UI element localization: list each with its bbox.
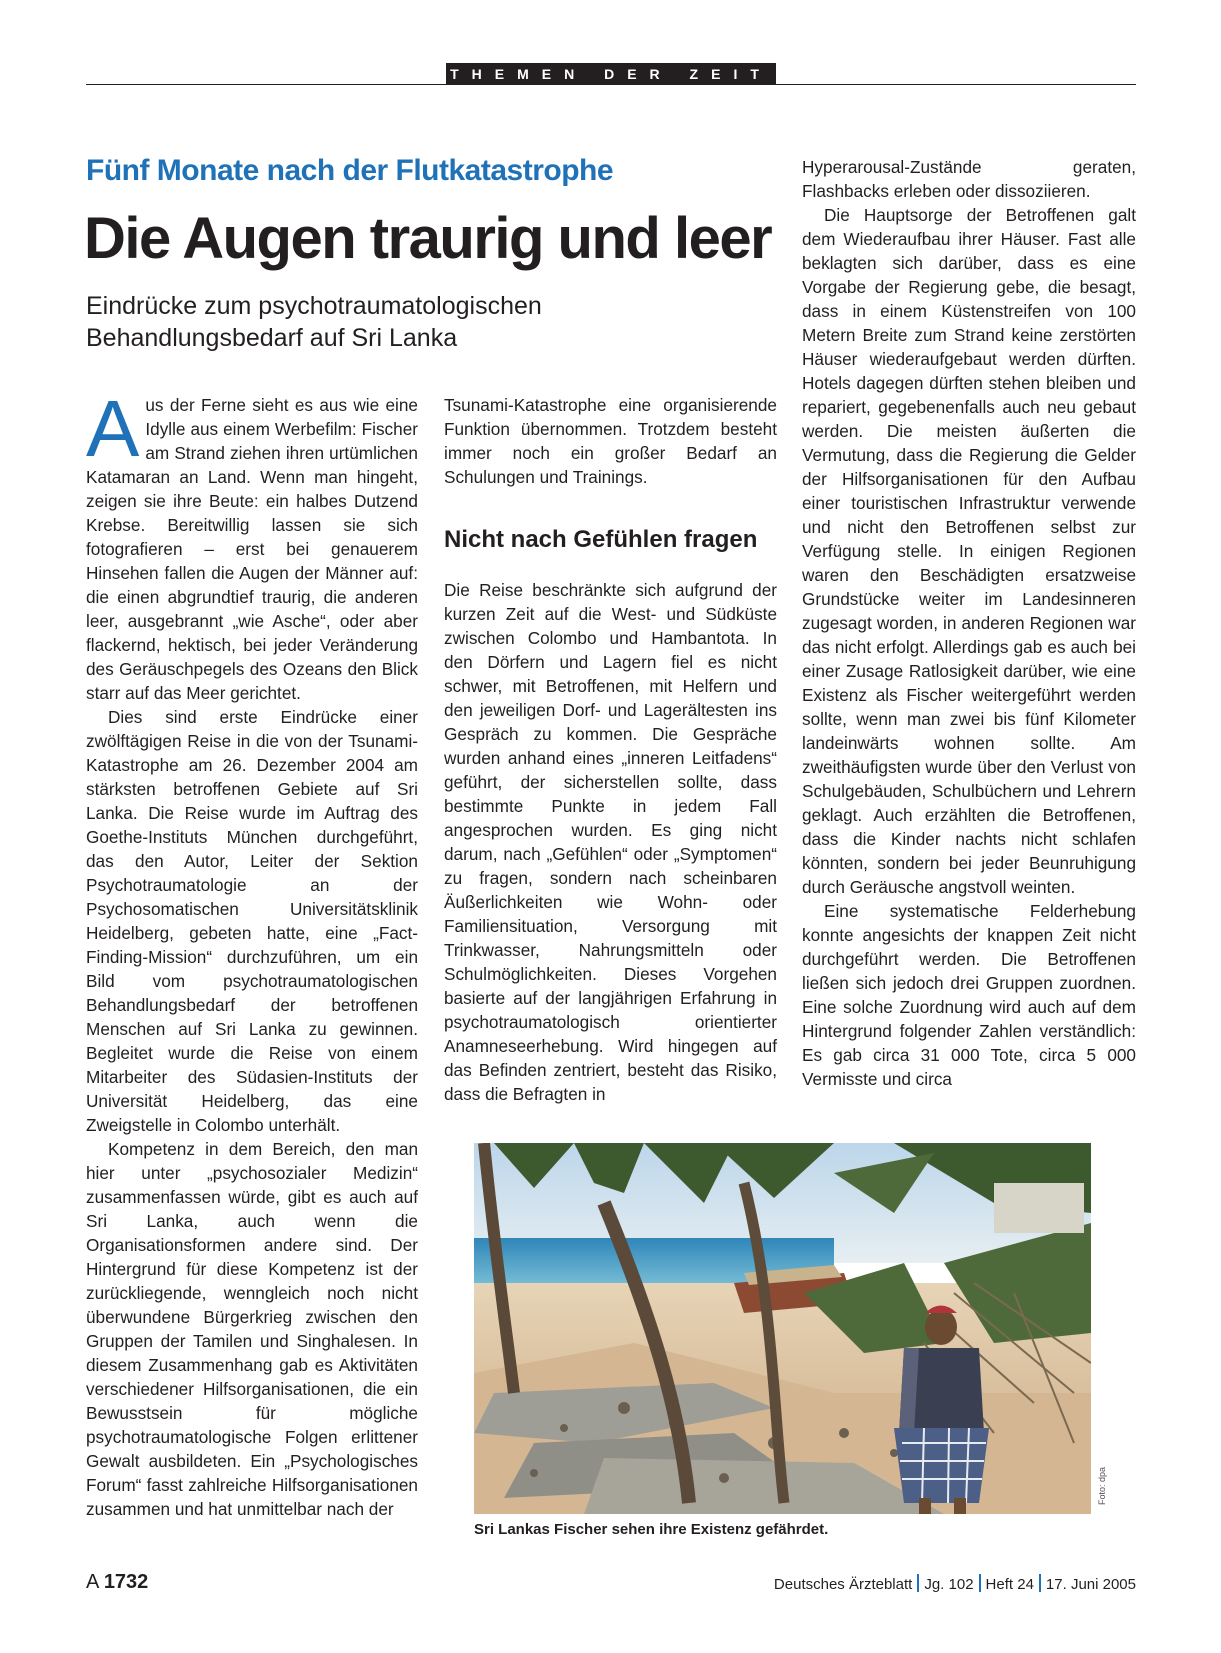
lead-paragraph — [86, 384, 418, 705]
journal-date: 17. Juni 2005 — [1045, 1576, 1136, 1593]
page-number — [86, 1571, 148, 1594]
article-headline: Die Augen traurig und leer — [84, 206, 772, 271]
body-paragraph: Tsunami-Katastrophe eine organisierende Funktion übernommen. Trotzdem besteht immer noch ein großer Bedarf an Schulungen und Trainings. — [444, 395, 777, 487]
article-subheadline: Eindrücke zum psychotraumatologischen Behandlungsbedarf auf Sri Lanka — [86, 292, 542, 352]
lead-text: us der Ferne sieht es aus wie eine Idylle aus einem Werbefilm: Fischer am Strand ziehen ihren urtümlichen Katamaran an Land. Wenn man hingeht, zeigen sie ihre Beute: ein halbes Dutzend Krebse. Bereitwillig lassen sie sich fotografieren – erst bei genauerem Hinsehen fallen die Augen der Männer auf: die einen abgrundtief traurig, die anderen leer, ausgebrannt „wie Asche“, oder aber flackernd, hektisch, bei jeder Veränderung des Geräuschpegels des Ozeans den Blick starr auf das Meer gerichtet. — [86, 395, 418, 703]
page-number-value: 1732 — [103, 1571, 149, 1593]
body-paragraph: Die Reise beschränkte sich aufgrund der kurzen Zeit auf die West- und Südküste zwischen Colombo und Hambantota. In den Dörfern und Lagern fiel es nicht schwer, mit Betroffenen, mit Helfern und den jeweiligen Dorf- und Lagerältesten ins Gespräch zu kommen. Die Gespräche wurden anhand eines „inneren Leitfadens“ geführt, der sicherstellen sollte, dass bestimmte Punkte in jedem Fall angesprochen wurden. Es ging nicht darum, nach „Gefühlen“ oder „Symptomen“ zu fragen, sondern nach scheinbaren Äußerlichkeiten wie Wohn- oder Familiensituation, Versorgung mit Trinkwasser, Nahrungsmitteln oder Schulmöglichkeiten. Dieses Vorgehen basierte auf der langjährigen Erfahrung in psychotraumatologisch orientierter Anamneseerhebung. Wird hingegen auf das Befinden zentriert, besteht das Risiko, dass die Befragten in — [444, 580, 777, 1104]
journal-volume: Jg. 102 — [924, 1576, 974, 1593]
body-paragraph: Kompetenz in dem Bereich, den man hier unter „psychosozialer Medizin“ zusammenfassen würde, gibt es auch auf Sri Lanka, auch wenn die Organisationsformen andere sind. Der Hintergrund für diese Kompetenz ist der zurückliegende, wenngleich noch nicht überwundene Bürgerkrieg zwischen den Gruppen der Tamilen und Singhalesen. In diesem Zusammenhang gab es Aktivitäten verschiedener Hilfsorganisationen, die ein Bewusstsein für mögliche psychotraumatologische Folgen erlittener Gewalt ausbildeten. Ein „Psychologisches Forum“ fasst zahlreiche Hilfsorganisationen zusammen und hat unmittelbar nach der — [86, 1139, 418, 1519]
article-photo — [474, 1143, 1091, 1514]
journal-issue: Heft 24 — [985, 1576, 1034, 1593]
footer-separator — [979, 1574, 981, 1592]
footer-separator — [1039, 1574, 1041, 1592]
beach-scene-image — [474, 1143, 1091, 1514]
article-overline: Fünf Monate nach der Flutkatastrophe — [86, 154, 614, 187]
body-paragraph: Hyperarousal-Zustände geraten, Flashbacks erleben oder dissoziieren. — [802, 157, 1136, 201]
body-paragraph: Eine systematische Felderhebung konnte angesichts der knappen Zeit nicht durchgeführt werden. Die Betroffenen ließen sich jedoch drei Gruppen zuordnen. Eine solche Zuordnung wird auch auf dem Hintergrund folgender Zahlen verständlich: Es gab circa 31 000 Tote, circa 5 000 Vermisste und circa — [802, 901, 1136, 1089]
journal-footer — [764, 1574, 1136, 1593]
journal-name: Deutsches Ärzteblatt — [773, 1576, 913, 1593]
photo-caption: Sri Lankas Fischer sehen ihre Existenz gefährdet. — [474, 1521, 829, 1538]
page-prefix: A — [86, 1571, 99, 1593]
drop-cap: A — [86, 384, 140, 473]
body-paragraph: Die Hauptsorge der Betroffenen galt dem Wiederaufbau ihrer Häuser. Fast alle beklagten sich darüber, dass es eine Vorgabe der Regierung gebe, die besagt, dass in einem Küstenstreifen von 100 Metern Breite zum Strand keine zerstörten Häuser wiederaufgebaut werden dürften. Hotels dagegen dürften stehen bleiben und repariert, gegebenenfalls auch neu gebaut werden. Die meisten äußerten die Vermutung, dass die Regierung die Gelder der Hilfsorganisationen für den Aufbau einer touristischen Infrastruktur verwende und nicht den Betroffenen selbst zur Verfügung stelle. In einigen Regionen waren den Beschädigten ersatzweise Grundstücke weiter im Landesinneren zugesagt worden, in anderen Regionen war das nicht erfolgt. Allerdings gab es auch bei einer Zusage Ratlosigkeit darüber, wie eine Existenz als Fischer weitergeführt werden sollte, wenn man zwei bis fünf Kilometer landeinwärts wohnen sollte. Am zweithäufigsten wurde über den Verlust von Schulgebäuden, Schulbüchern und Lehrern geklagt. Auch erzählten die Betroffenen, dass die Kinder nachts nicht schlafen könnten, sondern bei jeder Beunruhigung durch Geräusche angstvoll weinten. — [802, 205, 1136, 897]
section-subhead: Nicht nach Gefühlen fragen — [444, 526, 758, 553]
text-column-2 — [444, 393, 777, 1106]
photo-credit: Foto: dpa — [1097, 1466, 1107, 1505]
section-tag: THEMEN DER ZEIT — [446, 63, 776, 85]
text-column-1 — [86, 384, 418, 1521]
body-paragraph: Dies sind erste Eindrücke einer zwölftägigen Reise in die von der Tsunami-Katastrophe am 26. Dezember 2004 am stärksten betroffenen Gebiete auf Sri Lanka. Die Reise wurde im Auftrag des Goethe-Instituts München durchgeführt, das den Autor, Leiter der Sektion Psychotraumatologie an der Psychosomatischen Universitätsklinik Heidelberg, gebeten hatte, eine „Fact-Finding-Mission“ durchzuführen, um ein Bild vom psychotraumatologischen Behandlungsbedarf der betroffenen Menschen auf Sri Lanka zu gewinnen. Begleitet wurde die Reise von einem Mitarbeiter des Südasien-Instituts der Universität Heidelberg, das eine Zweigstelle in Colombo unterhält. — [86, 707, 418, 1135]
footer-separator — [917, 1574, 919, 1592]
text-column-3 — [802, 155, 1136, 1091]
